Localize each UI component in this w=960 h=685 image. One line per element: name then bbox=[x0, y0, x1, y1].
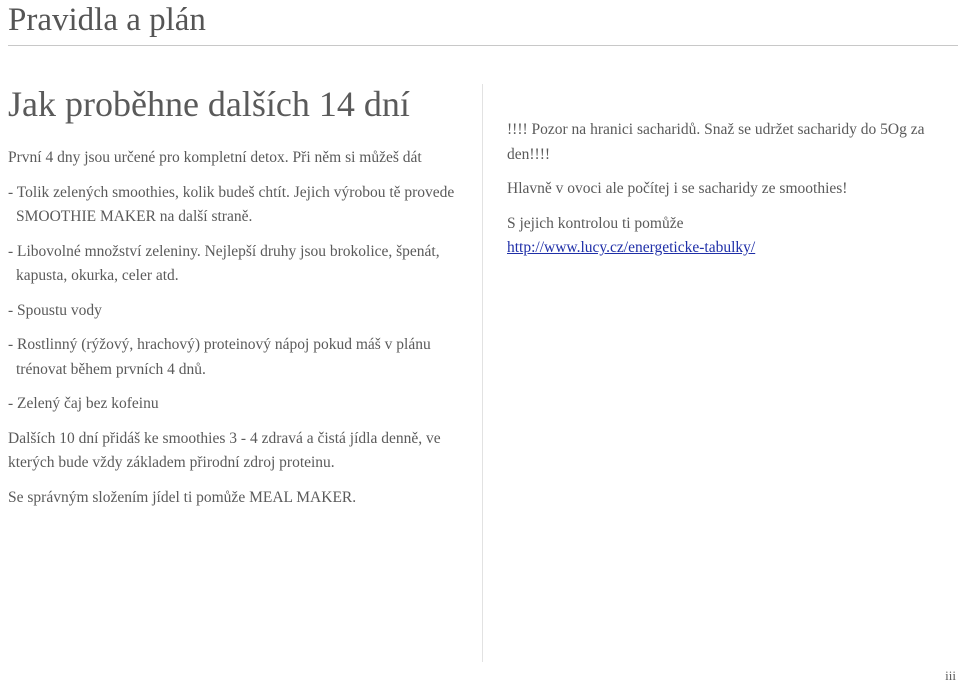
meals-paragraph: Dalších 10 dní přidáš ke smoothies 3 - 4 zdravá a čistá jídla denně, ve kterých bude vždy základem přirodní zdroj proteinu. bbox=[8, 429, 441, 471]
meal-maker-paragraph: Se správným složením jídel ti pomůže MEAL MAKER. bbox=[8, 488, 357, 506]
list-item-water: - Spoustu vody bbox=[8, 301, 102, 319]
list-item-smoothies: - Tolik zelených smoothies, kolik budeš chtít. Jejich výrobou tě provede SMOOTHIE MAKER na další straně. bbox=[8, 183, 455, 225]
column-divider bbox=[482, 84, 483, 662]
fruit-note: Hlavně v ovoci ale počítej i se sacharidy ze smoothies! bbox=[507, 180, 848, 197]
page-number: iii bbox=[945, 668, 956, 683]
energy-tables-link[interactable]: http://www.lucy.cz/energeticke-tabulky/ bbox=[507, 239, 756, 256]
control-paragraph bbox=[507, 212, 947, 261]
list-item-green-tea: - Zelený čaj bez kofeinu bbox=[8, 395, 159, 412]
intro-paragraph: První 4 dny jsou určené pro kompletní detox. Při něm si můžeš dát bbox=[8, 149, 422, 166]
control-text: S jejich kontrolou ti pomůže bbox=[507, 214, 684, 232]
page-header-title: Pravidla a plán bbox=[8, 2, 206, 38]
left-column bbox=[8, 146, 478, 520]
carbs-warning: !!!! Pozor na hranici sacharidů. Snaž se udržet sacharidy do 5Og za den!!!! bbox=[507, 121, 925, 163]
header-divider bbox=[8, 45, 958, 46]
right-column bbox=[507, 118, 947, 271]
section-title: Jak proběhne dalších 14 dní bbox=[8, 84, 410, 124]
list-item-vegetables: - Libovolné množství zeleniny. Nejlepší druhy jsou brokolice, špenát, kapusta, okurka, celer atd. bbox=[8, 242, 440, 284]
list-item-protein: - Rostlinný (rýžový, hrachový) proteinový nápoj pokud máš v plánu trénovat během prvních 4 dnů. bbox=[8, 336, 431, 378]
